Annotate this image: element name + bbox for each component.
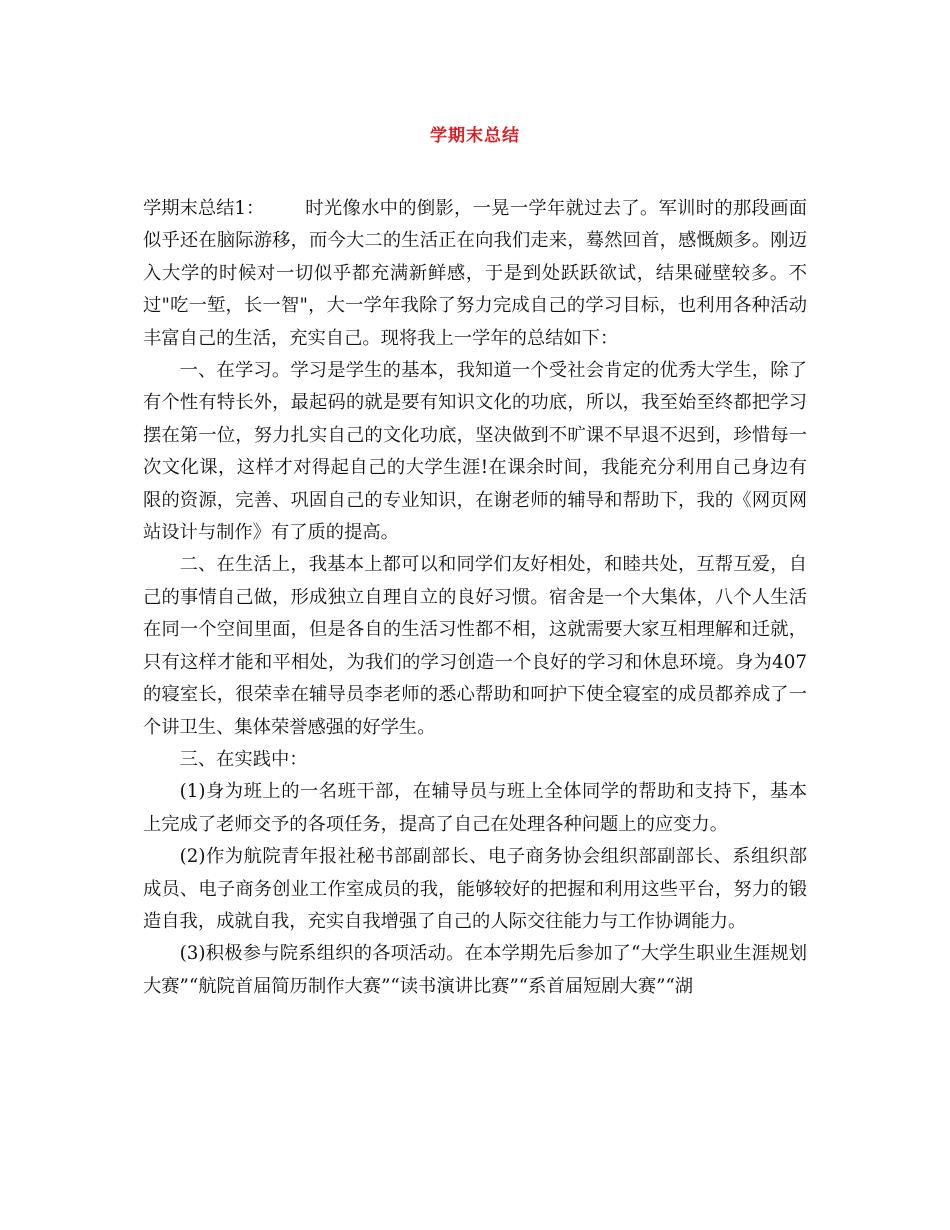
paragraph-practice-2: (2)作为航院青年报社秘书部副部长、电子商务协会组织部副部长、系组织部成员、电子商务创业工作室成员的我，能够较好的把握和利用这些平台，努力的锻造自我，成就自我，充实自我增强了自己的人际交往能力与工作协调能力。 xyxy=(143,846,807,932)
document-title: 学期末总结 xyxy=(430,126,520,146)
intro-paragraph xyxy=(143,193,807,355)
document-body xyxy=(143,193,807,1003)
paragraph-life: 二、在生活上，我基本上都可以和同学们友好相处，和睦共处，互帮互爱，自己的事情自己做，形成独立自理自立的良好习惯。宿舍是一个大集体，八个人生活在同一个空间里面，但是各自的生活习性都不相，这就需要大家互相理解和迁就，只有这样才能和平相处，为我们的学习创造一个良好的学习和休息环境。身为407的寝室长，很荣幸在辅导员李老师的悉心帮助和呵护下使全寝室的成员都养成了一个讲卫生、集体荣誉感强的好学生。 xyxy=(143,554,807,738)
paragraph-practice-1: (1)身为班上的一名班干部，在辅导员与班上全体同学的帮助和支持下，基本上完成了老师交予的各项任务，提高了自己在处理各种问题上的应变力。 xyxy=(143,781,807,835)
paragraph-study: 一、在学习。学习是学生的基本，我知道一个受社会肯定的优秀大学生，除了有个性有特长外，最起码的就是要有知识文化的功底，所以，我至始至终都把学习摆在第一位，努力扎实自己的文化功底，坚决做到不旷课不早退不迟到，珍惜每一次文化课，这样才对得起自己的大学生涯!在课余时间，我能充分利用自己身边有限的资源，完善、巩固自己的专业知识，在谢老师的辅导和帮助下，我的《网页网站设计与制作》有了质的提高。 xyxy=(143,360,807,544)
intro-text: 时光像水中的倒影，一晃一学年就过去了。军训时的那段画面似乎还在脑际游移，而今大二的生活正在向我们走来，蓦然回首，感慨颇多。刚迈入大学的时候对一切似乎都充满新鲜感，于是到处跃跃欲试，结果碰壁较多。不过"吃一堑，长一智"，大一学年我除了努力完成自己的学习目标，也利用各种活动丰富自己的生活，充实自己。现将我上一学年的总结如下： xyxy=(143,198,807,349)
paragraph-practice-heading: 三、在实践中： xyxy=(179,748,308,770)
intro-label: 学期末总结1： xyxy=(143,198,265,219)
paragraph-practice-3: (3)积极参与院系组织的各项活动。在本学期先后参加了“大学生职业生涯规划大赛”“航院首届简历制作大赛”“读书演讲比赛”“系首届短剧大赛”“湖 xyxy=(143,943,807,997)
